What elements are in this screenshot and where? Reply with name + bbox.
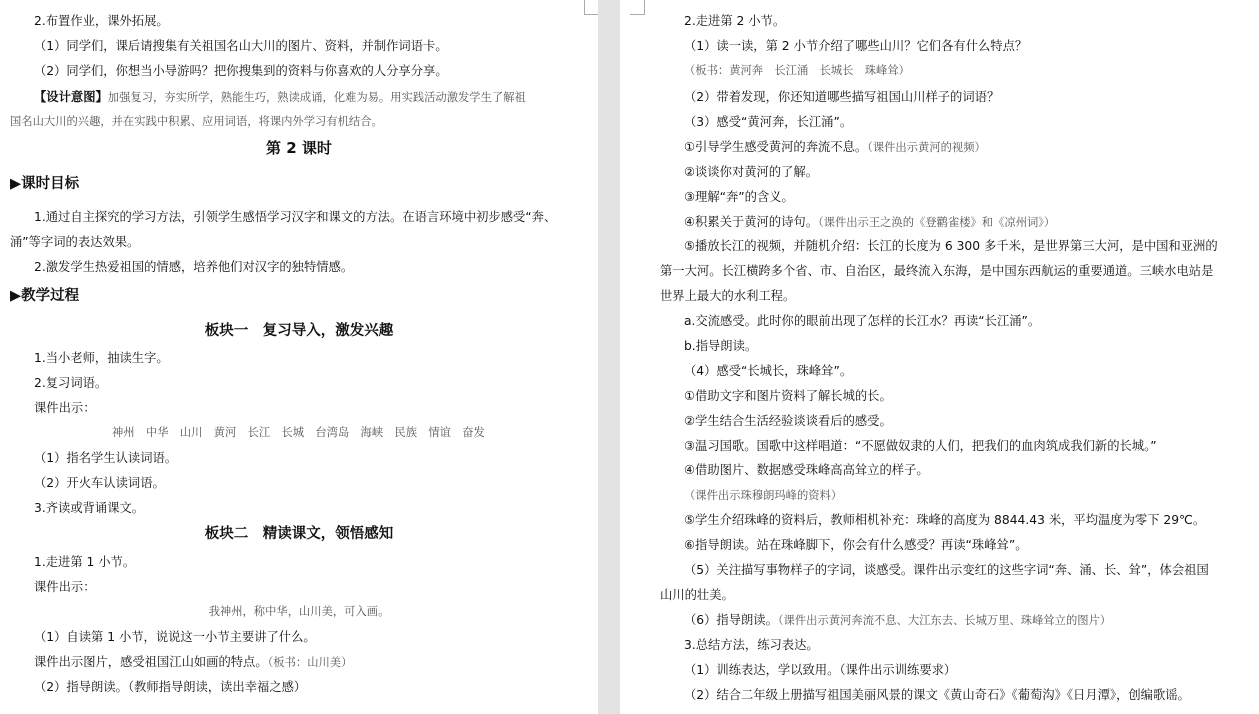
lesson-title: 第 2 课时 xyxy=(266,139,332,157)
text-line: 3.齐读或背诵课文。 xyxy=(34,501,145,515)
text-line: b.指导朗读。 xyxy=(684,339,758,353)
block-title: 板块一 复习导入，激发兴趣 xyxy=(204,323,394,339)
text-line xyxy=(684,214,1055,231)
text-line: （1）读一读，第 2 小节介绍了哪些山川？它们各有什么特点？ xyxy=(684,39,1028,53)
text-main: ①引导学生感受黄河的奔流不息。 xyxy=(684,140,868,154)
text-line xyxy=(34,654,352,671)
text-line: 2.走进第 2 小节。 xyxy=(684,14,786,28)
page-gutter xyxy=(598,0,620,714)
text-line: ③温习国歌。国歌中这样唱道：“不愿做奴隶的人们，把我们的血肉筑成我们新的长城。” xyxy=(684,439,1157,453)
text-line: 2.布置作业，课外拓展。 xyxy=(34,14,169,28)
text-line: ⑤学生介绍珠峰的资料后，教师相机补充：珠峰的高度为 8844.43 米，平均温度为零下 29℃。 xyxy=(684,513,1206,527)
board-note: （课件出示珠穆朗玛峰的资料） xyxy=(684,489,843,502)
text-line: 1.走进第 1 小节。 xyxy=(34,555,136,569)
board-note: （课件出示黄河的视频） xyxy=(867,141,986,154)
text-line: 1.通过自主探究的学习方法，引领学生感悟学习汉字和课文的方法。在语言环境中初步感受“奔、 xyxy=(34,210,557,224)
text-line: 课件出示： xyxy=(34,401,96,415)
text-line: ③理解“奔”的含义。 xyxy=(684,190,794,204)
page-corner-mark xyxy=(584,0,598,15)
text-line: 1.当小老师，抽读生字。 xyxy=(34,351,169,365)
text-line: ④借助图片、数据感受珠峰高高耸立的样子。 xyxy=(684,463,929,477)
verse-line: 我神州，称中华，山川美，可入画。 xyxy=(208,605,390,618)
text-line: （2）开火车认读词语。 xyxy=(34,476,165,490)
text-line: 涌”等字词的表达效果。 xyxy=(10,235,140,249)
document-page-right xyxy=(620,0,1259,714)
design-intent-line xyxy=(34,89,526,106)
design-intent-text: 国名山大川的兴趣，并在实践中积累、应用词语，将课内外学习有机结合。 xyxy=(10,115,383,128)
text-line: （5）关注描写事物样子的字词，谈感受。课件出示变红的这些字词“奔、涌、长、耸”，体会祖国 xyxy=(684,563,1209,577)
text-line: ②谈谈你对黄河的了解。 xyxy=(684,165,818,179)
document-page-left xyxy=(0,0,598,714)
text-line: （3）感受“黄河奔，长江涌”。 xyxy=(684,115,853,129)
page-corner-mark xyxy=(630,0,645,15)
design-intent-label: 【设计意图】 xyxy=(34,90,108,104)
text-line: 世界上最大的水利工程。 xyxy=(660,289,796,303)
text-line: 第一大河。长江横跨多个省、市、自治区，最终流入东海，是中国东西航运的重要通道。三峡水电站是 xyxy=(660,264,1214,278)
text-line xyxy=(684,612,1111,629)
text-line: ⑤播放长江的视频，并随机介绍：长江的长度为 6 300 多千米，是世界第三大河，是中国和亚洲的 xyxy=(684,239,1218,253)
text-line: ①借助文字和图片资料了解长城的长。 xyxy=(684,389,892,403)
text-line: 3.总结方法，练习表达。 xyxy=(684,638,819,652)
text-main: ④积累关于黄河的诗句。 xyxy=(684,215,818,229)
text-line: 课件出示： xyxy=(34,580,96,594)
text-line xyxy=(684,139,986,156)
section-heading: ▶教学过程 xyxy=(10,288,80,304)
block-title: 板块二 精读课文，领悟感知 xyxy=(204,526,394,542)
text-line: （2）指导朗读。（教师指导朗读，读出幸福之感） xyxy=(34,680,307,694)
text-line: （4）感受“长城长，珠峰耸”。 xyxy=(684,364,853,378)
text-line: （1）训练表达，学以致用。（课件出示训练要求） xyxy=(684,663,957,677)
text-line: ②学生结合生活经验谈谈看后的感受。 xyxy=(684,414,892,428)
text-line: （2）带着发现，你还知道哪些描写祖国山川样子的词语？ xyxy=(684,90,1000,104)
text-line: （1）指名学生认读词语。 xyxy=(34,451,178,465)
text-line: （2）结合二年级上册描写祖国美丽风景的课文《黄山奇石》《葡萄沟》《日月潭》，创编歌谣。 xyxy=(684,688,1190,702)
text-line: a.交流感受。此时你的眼前出现了怎样的长江水？再读“长江涌”。 xyxy=(684,314,1041,328)
board-note: （板书：山川美） xyxy=(267,656,353,669)
text-line: （1）自读第 1 小节，说说这一小节主要讲了什么。 xyxy=(34,630,316,644)
text-line: 2.激发学生热爱祖国的情感，培养他们对汉字的独特情感。 xyxy=(34,260,354,274)
word-list: 神州 中华 山川 黄河 长江 长城 台湾岛 海峡 民族 情谊 奋发 xyxy=(112,426,485,439)
text-main: 课件出示图片，感受祖国江山如画的特点。 xyxy=(34,655,268,669)
text-line: ⑥指导朗读。站在珠峰脚下，你会有什么感受？再读“珠峰耸”。 xyxy=(684,538,1028,552)
design-intent-text: 加强复习，夯实所学，熟能生巧，熟读成诵，化难为易。用实践活动激发学生了解祖 xyxy=(107,91,526,104)
section-heading: ▶课时目标 xyxy=(10,176,80,192)
text-line: 山川的壮美。 xyxy=(660,588,734,602)
text-line: （1）同学们，课后请搜集有关祖国名山大川的图片、资料，并制作词语卡。 xyxy=(34,39,448,53)
board-note: （课件出示王之涣的《登鹳雀楼》和《凉州词》） xyxy=(818,216,1056,229)
text-line: （2）同学们，你想当小导游吗？把你搜集到的资料与你喜欢的人分享分享。 xyxy=(34,64,448,78)
board-note: （课件出示黄河奔流不息、大江东去、长城万里、珠峰耸立的图片） xyxy=(777,614,1112,627)
text-main: （6）指导朗读。 xyxy=(684,613,778,627)
board-note: （板书：黄河奔 长江涌 长城长 珠峰耸） xyxy=(684,64,910,77)
text-line: 2.复习词语。 xyxy=(34,376,108,390)
